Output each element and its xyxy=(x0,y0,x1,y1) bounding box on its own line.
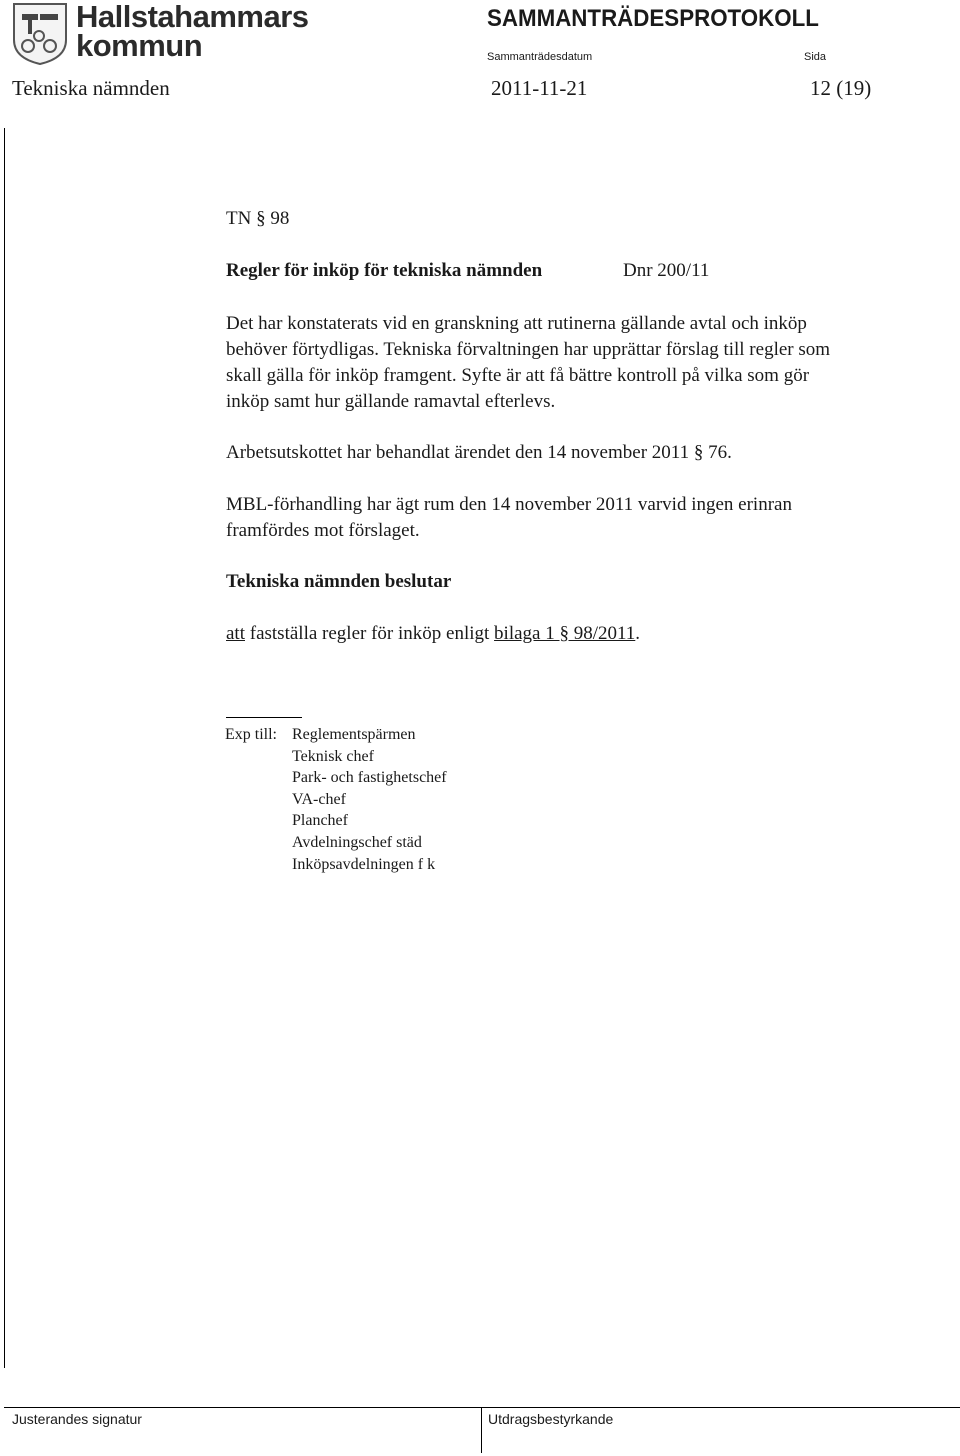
decision-body: fastställa regler för inköp enligt xyxy=(245,623,495,644)
text-line: behöver förtydligas. Tekniska förvaltningen har upprättar förslag till regler som xyxy=(226,339,831,360)
org-name-line2: kommun xyxy=(76,28,203,63)
signature-label: Justerandes signatur xyxy=(12,1411,142,1427)
decision-heading: Tekniska nämnden beslutar xyxy=(226,571,452,592)
left-margin-rule xyxy=(4,128,5,1368)
document-type: SAMMANTRÄDESPROTOKOLL xyxy=(487,5,819,32)
page-label: Sida xyxy=(804,51,827,63)
distribution-rule xyxy=(226,717,302,718)
committee-name: Tekniska nämnden xyxy=(12,76,170,100)
item-number: TN § 98 xyxy=(226,208,290,229)
text-line: skall gälla för inköp framgent. Syfte är att få bättre kontroll på vilka som gör xyxy=(226,365,810,386)
recipient: VA-chef xyxy=(292,790,346,808)
coat-of-arms-icon xyxy=(10,0,70,66)
paragraph-committee-handling: Arbetsutskottet har behandlat ärendet den 14 november 2011 § 76. xyxy=(226,442,732,463)
decision-text xyxy=(226,621,640,647)
recipient: Inköpsavdelningen f k xyxy=(292,855,436,873)
recipient: Park- och fastighetschef xyxy=(292,769,447,787)
footer-rule xyxy=(4,1407,960,1408)
text-line: MBL-förhandling har ägt rum den 14 november 2011 varvid ingen erinran xyxy=(226,494,792,515)
text-line: inköp samt hur gällande ramavtal efterlevs. xyxy=(226,391,556,412)
distribution-label: Exp till: xyxy=(225,726,277,743)
att-keyword: att xyxy=(226,623,245,644)
case-number: Dnr 200/11 xyxy=(623,260,710,281)
meeting-date: 2011-11-21 xyxy=(491,76,588,100)
item-title: Regler för inköp för tekniska nämnden xyxy=(226,260,543,281)
recipient: Avdelningschef städ xyxy=(292,833,422,851)
page-number: 12 (19) xyxy=(810,76,872,100)
municipality-logo xyxy=(10,0,309,66)
footer-divider xyxy=(481,1407,482,1453)
recipient: Reglementspärmen xyxy=(292,726,416,743)
attachment-reference: bilaga 1 § 98/2011 xyxy=(494,623,636,644)
recipient: Teknisk chef xyxy=(292,747,374,765)
text-line: framfördes mot förslaget. xyxy=(226,520,420,541)
certification-label: Utdragsbestyrkande xyxy=(488,1411,614,1427)
recipient: Planchef xyxy=(292,812,348,830)
paragraph-mbl xyxy=(226,492,792,544)
org-name-line1: Hallstahammars xyxy=(76,0,309,34)
text-line: Det har konstaterats vid en granskning att rutinerna gällande avtal och inköp xyxy=(226,313,807,334)
decision-end: . xyxy=(635,623,641,644)
date-label: Sammanträdesdatum xyxy=(487,51,593,63)
paragraph-background xyxy=(226,311,830,415)
distribution-list xyxy=(292,724,447,875)
